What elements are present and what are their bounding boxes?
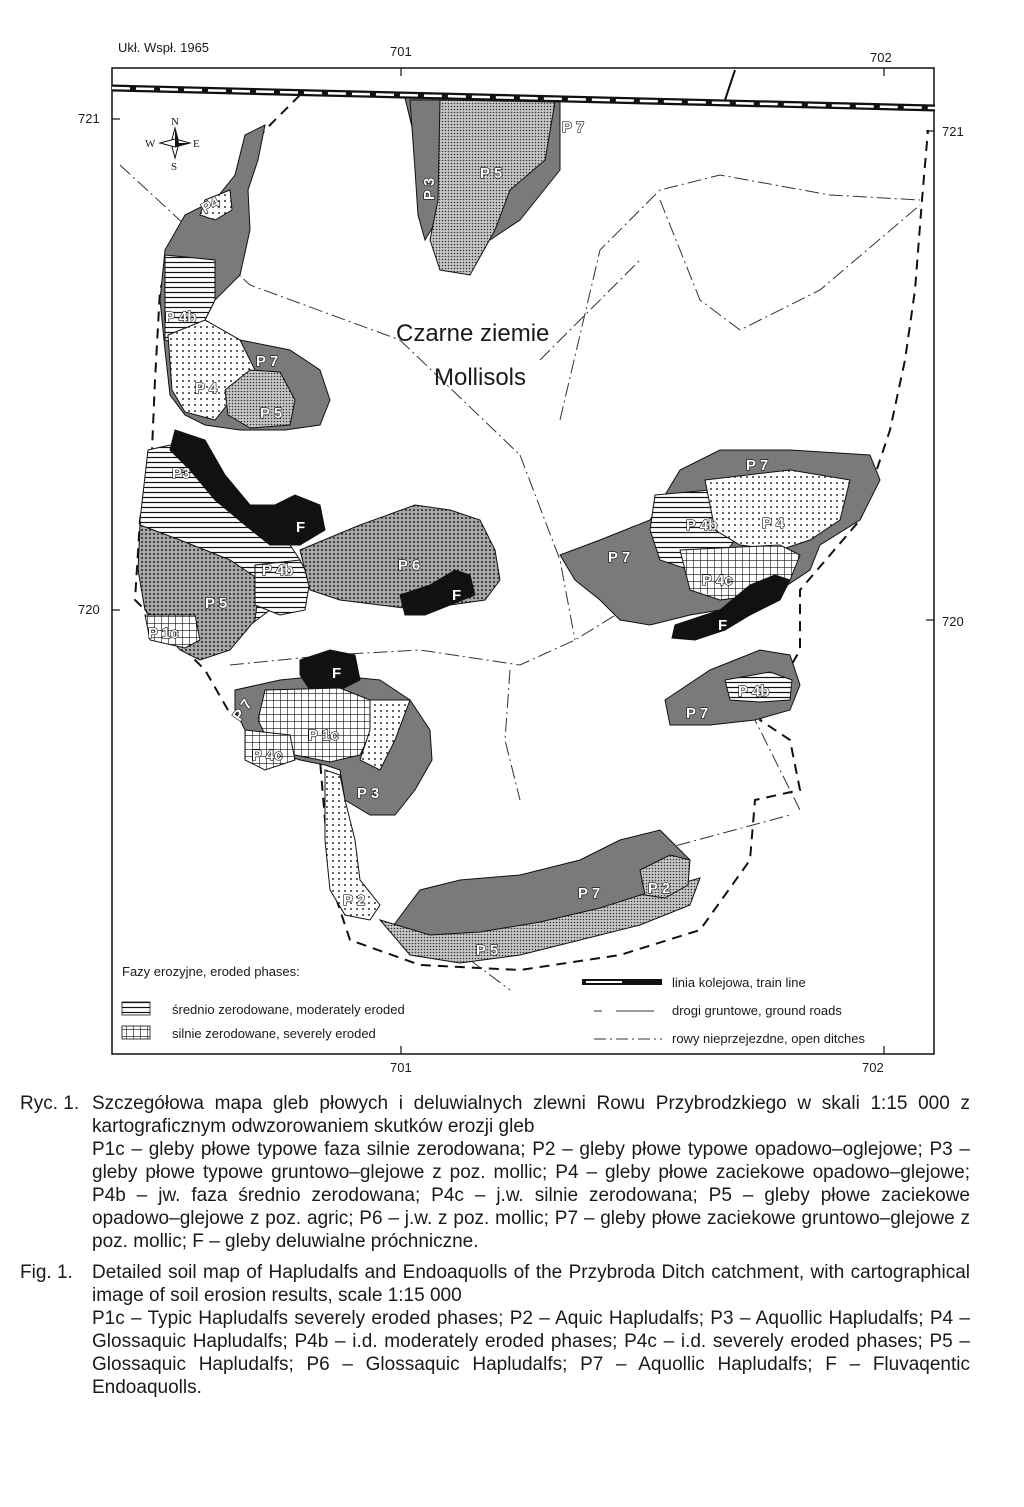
northing-tick-720-right: 720 [942,614,964,629]
caption-polish-prefix: Ryc. 1. [20,1093,80,1114]
northing-tick-720-left: 720 [78,602,100,617]
label-p4b-se: P 4b [738,683,770,700]
label-p3-north: P 3 [421,177,438,200]
railway-spur [725,70,735,100]
label-f-south: F [332,665,342,682]
label-p7-bottom: P 7 [578,885,601,902]
label-p6-mid: P 6 [398,557,421,574]
label-p7-east: P 7 [746,457,769,474]
map-legend [122,964,865,1046]
label-p7-east-2: P 7 [608,549,631,566]
northing-tick-721-right: 721 [942,124,964,139]
caption-polish-title: Szczegółowa mapa gleb płowych i deluwialnych zlewni Rowu Przybrodzkiego w skali 1:15 000 z kartograficznym odwzorowaniem skutków erozji gleb [92,1093,970,1137]
svg-text:S: S [171,161,178,173]
legend-swatch-moderate [122,1002,150,1015]
label-p4b-west: P 4b [165,309,197,326]
label-p4-nw: P4 [198,193,223,218]
caption-english-prefix: Fig. 1. [20,1262,73,1283]
label-f-west: F [296,519,306,536]
label-p5-bottom: P 5 [476,942,499,959]
label-f-east: F [718,617,728,634]
region-title-english: Mollisols [434,364,527,391]
label-p7-north: P 7 [562,119,585,136]
label-p4c-south: P 4c [252,747,283,764]
label-p7-se: P 7 [686,705,709,722]
label-p2-south: P 2 [343,892,366,909]
figure-caption [20,1092,970,1399]
label-p1c-south: P 1c [308,727,339,744]
easting-tick-702-bottom: 702 [862,1060,884,1075]
compass-rose-icon [145,116,200,173]
easting-tick-701-top: 701 [390,44,412,59]
svg-text:N: N [171,116,179,128]
legend-heading: Fazy erozyjne, eroded phases: [122,964,300,979]
label-p5-north: P 5 [480,165,503,182]
label-p4b-east: P 4b [686,517,718,534]
legend-ditches: rowy nieprzejezdne, open ditches [672,1031,865,1046]
label-p2-bottom: P 2 [648,880,671,897]
label-p5-west: P 5 [260,405,283,422]
legend-train: linia kolejowa, train line [672,975,806,990]
legend-roads: drogi gruntowe, ground roads [672,1003,842,1018]
label-p1c-sw: P 1c [148,625,179,642]
label-f-mid: F [452,587,462,604]
legend-swatch-severe [122,1026,150,1039]
label-p4b-mid: P 4b [262,562,294,579]
svg-text:E: E [193,138,200,150]
label-p4-west: P 4 [195,380,218,397]
region-title-polish: Czarne ziemie [396,320,550,347]
easting-tick-701-bottom: 701 [390,1060,412,1075]
caption-english [20,1261,970,1399]
label-p3-west: P3 [172,465,191,482]
label-p4-east: P 4 [762,515,785,532]
caption-english-title: Detailed soil map of Hapludalfs and Endoaquolls of the Przybroda Ditch catchment, with cartographical image of soil erosion results, scale 1:15 000 [92,1262,970,1306]
easting-tick-702-top: 702 [870,50,892,65]
coordinate-system-label: Ukł. Wspł. 1965 [118,40,210,55]
label-p3-south: P 3 [357,785,380,802]
caption-polish [20,1092,970,1253]
label-p7-west: P 7 [256,353,279,370]
label-p5-sw: P 5 [205,595,228,612]
caption-english-body: P1c – Typic Hapludalfs severely eroded phases; P2 – Aquic Hapludalfs; P3 – Aquollic Hapludalfs; P4 – Glossaquic Hapludalfs; P4b – i.d. moderately eroded phases; P4c – i.d. severely eroded phases; P5 – Glossaquic Hapludalfs; P6 – Glossaquic Hapludalfs; P7 – Aquollic Hapludalfs; F – Fluvaqentic Endoaquolls. [92,1308,970,1398]
caption-polish-body: P1c – gleby płowe typowe faza silnie zerodowana; P2 – gleby płowe typowe opadowo–oglejowe; P3 – gleby płowe typowe gruntowo–glejowe z poz. mollic; P4 – gleby płowe zaciekowe opadowo–glejowe; P4b – jw. faza średnio zerodowana; P4c – j.w. silnie zerodowana; P5 – gleby płowe zaciekowe opadowo–glejowe z poz. agric; P6 – j.w. z poz. mollic; P7 – gleby płowe zaciekowe gruntowo–glejowe z poz. mollic; F – gleby deluwialne próchniczne. [92,1139,970,1252]
legend-moderate: średnio zerodowane, moderately eroded [172,1002,405,1017]
label-p7-south: P 7 [229,696,257,725]
zone-f-south [300,650,360,690]
svg-text:W: W [145,138,156,150]
label-p4c-east: P 4c [702,572,733,589]
legend-severe: silnie zerodowane, severely eroded [172,1026,376,1041]
northing-tick-721-left: 721 [78,111,100,126]
